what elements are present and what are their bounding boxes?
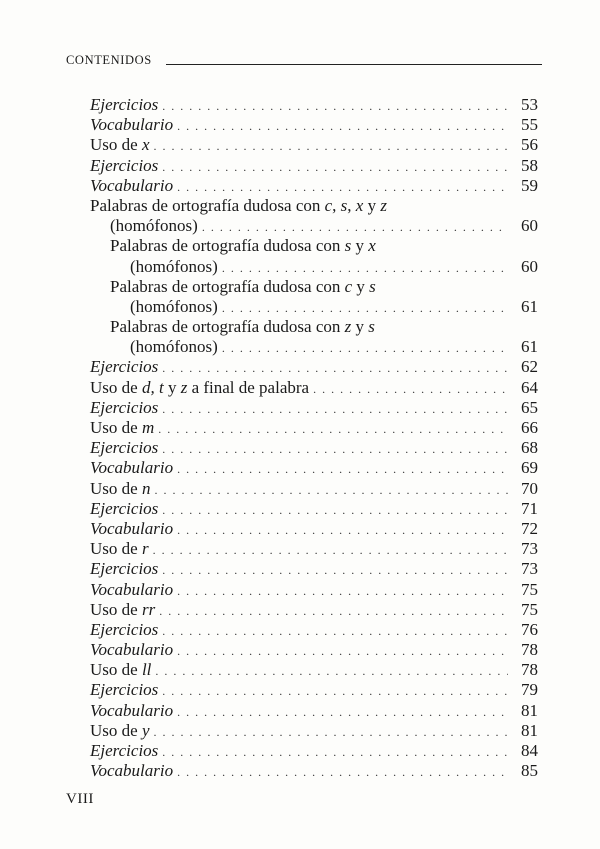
toc-entry-title: Ejercicios bbox=[90, 498, 159, 518]
toc-entry-title: Vocabulario bbox=[90, 115, 174, 135]
dot-leader bbox=[162, 358, 508, 378]
toc-entry bbox=[90, 418, 538, 438]
toc-entry-title: Uso de ll bbox=[90, 660, 152, 680]
toc-page-number: 69 bbox=[521, 458, 538, 478]
dot-leader bbox=[162, 621, 508, 641]
dot-leader bbox=[154, 480, 508, 500]
toc-entry-heading: Palabras de ortografía dudosa con c, s, x y z bbox=[90, 195, 387, 215]
toc-page-number: 61 bbox=[521, 337, 538, 357]
toc-entry-title: Uso de d, t y z a final de palabra bbox=[90, 377, 310, 397]
toc-entry bbox=[90, 438, 538, 458]
running-header bbox=[66, 50, 542, 70]
toc-page-number: 73 bbox=[521, 559, 538, 579]
dot-leader bbox=[162, 439, 508, 459]
dot-leader bbox=[162, 681, 508, 701]
dot-leader bbox=[162, 560, 508, 580]
toc-page-number: 81 bbox=[521, 720, 538, 740]
toc-page-number: 81 bbox=[521, 700, 538, 720]
toc-entry bbox=[90, 600, 538, 620]
toc-entry bbox=[90, 580, 538, 600]
toc-entry-title-tail: y z a final de palabra bbox=[163, 377, 310, 397]
dot-leader bbox=[158, 419, 508, 439]
toc-page-number: 79 bbox=[521, 680, 538, 700]
toc-entry-title: Vocabulario bbox=[90, 518, 174, 538]
toc-entry bbox=[90, 115, 538, 135]
toc-entry bbox=[90, 660, 538, 680]
toc-entry bbox=[90, 680, 538, 700]
dot-leader bbox=[222, 338, 508, 358]
toc-page-number: 55 bbox=[521, 115, 538, 135]
toc-entry-title: Ejercicios bbox=[90, 680, 159, 700]
toc-entry bbox=[90, 398, 538, 418]
toc-entry-heading: Palabras de ortografía dudosa con s y x bbox=[110, 236, 376, 256]
toc-entry bbox=[90, 458, 538, 478]
toc-entry bbox=[90, 135, 538, 155]
toc-entry bbox=[90, 196, 538, 236]
toc-page-number: 68 bbox=[521, 438, 538, 458]
toc-page-number: 59 bbox=[521, 175, 538, 195]
toc-entry-title: Uso de rr bbox=[90, 599, 156, 619]
toc-entry-title: Uso de r bbox=[90, 539, 149, 559]
toc-page-number: 84 bbox=[521, 741, 538, 760]
toc-entry bbox=[90, 317, 538, 357]
toc-entry bbox=[90, 378, 538, 398]
toc-entry-title: Ejercicios bbox=[90, 438, 159, 458]
toc-page-number: 56 bbox=[521, 135, 538, 155]
toc-entry bbox=[90, 701, 538, 721]
toc-page-number: 53 bbox=[521, 95, 538, 114]
toc-entry-heading: Palabras de ortografía dudosa con z y s bbox=[110, 317, 375, 337]
toc-entry bbox=[90, 539, 538, 559]
header-rule bbox=[166, 64, 542, 65]
toc-entry-title: Vocabulario bbox=[90, 640, 174, 660]
dot-leader bbox=[162, 399, 508, 419]
toc-entry-title: Ejercicios bbox=[90, 155, 159, 175]
toc-page-number: 75 bbox=[521, 599, 538, 619]
dot-leader bbox=[177, 762, 508, 782]
dot-leader bbox=[154, 136, 509, 156]
toc-entry bbox=[90, 357, 538, 377]
toc-entry-title: (homófonos) bbox=[130, 337, 218, 357]
toc-page-number: 60 bbox=[521, 256, 538, 276]
toc-page-number: 62 bbox=[521, 357, 538, 377]
dot-leader bbox=[155, 661, 508, 681]
toc-entry-title: Vocabulario bbox=[90, 700, 174, 720]
toc-entry-title: Ejercicios bbox=[90, 397, 159, 417]
toc-page-number: 75 bbox=[521, 579, 538, 599]
dot-leader bbox=[177, 641, 508, 661]
toc-entry-title: Uso de m bbox=[90, 418, 155, 437]
toc-page-number: 58 bbox=[521, 155, 538, 175]
dot-leader bbox=[177, 520, 508, 540]
toc-entry-title: Vocabulario bbox=[90, 761, 174, 781]
toc-page-number: 78 bbox=[521, 640, 538, 660]
toc-entry-heading: Palabras de ortografía dudosa con c y s bbox=[110, 276, 376, 296]
toc-entry bbox=[90, 640, 538, 660]
toc-entry bbox=[90, 620, 538, 640]
toc-page-number: 70 bbox=[521, 478, 538, 498]
toc-page-number: 66 bbox=[521, 418, 538, 437]
toc-page-number: 72 bbox=[521, 518, 538, 538]
dot-leader bbox=[177, 702, 508, 722]
toc-page-number: 61 bbox=[521, 296, 538, 316]
dot-leader bbox=[162, 500, 508, 520]
toc-page-number: 71 bbox=[521, 498, 538, 518]
toc-entry-title: Ejercicios bbox=[90, 559, 159, 579]
toc-entry-title: (homófonos) bbox=[130, 296, 218, 316]
toc-entry-title: Vocabulario bbox=[90, 579, 174, 599]
toc-entry bbox=[90, 721, 538, 741]
toc-page-number: 64 bbox=[521, 377, 538, 397]
toc-entry bbox=[90, 741, 538, 761]
dot-leader bbox=[162, 96, 508, 116]
toc-entry bbox=[90, 479, 538, 499]
toc-entry bbox=[90, 559, 538, 579]
toc-page-number: 85 bbox=[521, 761, 538, 781]
page-number: VIII bbox=[66, 791, 94, 807]
toc-entry bbox=[90, 499, 538, 519]
header-title: CONTENIDOS bbox=[66, 53, 152, 67]
toc-entry bbox=[90, 95, 538, 115]
dot-leader bbox=[202, 217, 508, 237]
toc-entry bbox=[90, 156, 538, 176]
toc-entry bbox=[90, 277, 538, 317]
dot-leader bbox=[177, 459, 508, 479]
toc-entry-title: Ejercicios bbox=[90, 95, 159, 114]
dot-leader bbox=[177, 581, 508, 601]
toc-page-number: 73 bbox=[521, 539, 538, 559]
dot-leader bbox=[154, 722, 509, 742]
toc-page-number: 78 bbox=[521, 660, 538, 680]
toc-entry-title: Vocabulario bbox=[90, 175, 174, 195]
toc-entry-title: Uso de y bbox=[90, 720, 150, 740]
toc-entry-title: Ejercicios bbox=[90, 357, 159, 377]
toc-page-number: 65 bbox=[521, 397, 538, 417]
toc-entry bbox=[90, 519, 538, 539]
toc-entry bbox=[90, 761, 538, 781]
toc-page-number: 60 bbox=[521, 216, 538, 236]
toc-entry-title: Uso de n bbox=[90, 478, 151, 498]
toc-page-number: 76 bbox=[521, 619, 538, 639]
dot-leader bbox=[313, 379, 508, 399]
dot-leader bbox=[162, 742, 508, 762]
toc-entry-title: Uso de x bbox=[90, 135, 150, 155]
toc-entry bbox=[90, 236, 538, 276]
toc-entry-title: Ejercicios bbox=[90, 619, 159, 639]
dot-leader bbox=[222, 298, 508, 318]
toc-entry-title: Vocabulario bbox=[90, 458, 174, 478]
dot-leader bbox=[177, 177, 508, 197]
table-of-contents bbox=[90, 95, 538, 781]
toc-entry-title: (homófonos) bbox=[130, 256, 218, 276]
toc-entry bbox=[90, 176, 538, 196]
dot-leader bbox=[222, 258, 508, 278]
toc-entry-title: Ejercicios bbox=[90, 741, 159, 760]
dot-leader bbox=[162, 157, 508, 177]
dot-leader bbox=[177, 116, 508, 136]
dot-leader bbox=[153, 540, 508, 560]
toc-entry-title: (homófonos) bbox=[110, 216, 198, 236]
dot-leader bbox=[159, 601, 508, 621]
